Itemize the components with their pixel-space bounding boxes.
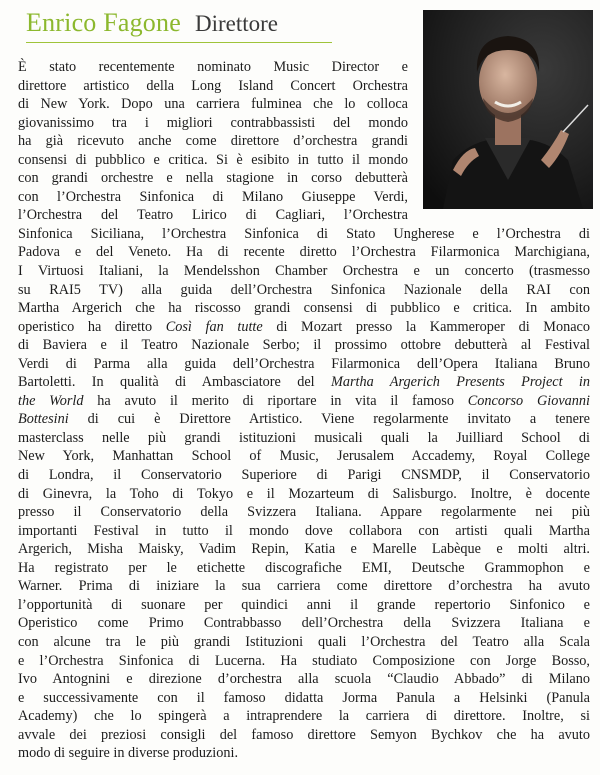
biography-text	[18, 58, 590, 763]
bio-line: l’opportunità di suonare per quindici anni il grande repertorio Sinfonico e	[18, 596, 590, 613]
opera-title: Così fan tutte	[165, 318, 263, 335]
competition-title: Concorso Giovanni	[467, 392, 590, 409]
person-name: Enrico Fagone	[26, 8, 181, 37]
bio-line	[18, 392, 590, 411]
bio-line	[18, 318, 590, 337]
bio-line: di New York. Dopo una carriera fulminea che lo colloca	[18, 96, 408, 113]
competition-title-cont: Bottesini	[18, 411, 69, 428]
bio-line: Argerich, Misha Maisky, Vadim Repin, Katia e Marelle Labèque e molti altri.	[18, 541, 590, 558]
bio-line: con l’Orchestra Sinfonica di Milano Giuseppe Verdi,	[18, 188, 408, 205]
bio-line: giovanissimo tra i migliori contrabbassisti del mondo	[18, 114, 408, 131]
bio-line: Academy) che lo spingerà a intraprendere la carriera di direttore. Inoltre, si	[18, 708, 590, 725]
bio-line: Operistico come Primo Contrabbasso dell’Orchestra della Svizzera Italiana e	[18, 615, 590, 632]
page-header	[26, 8, 332, 43]
bio-line: e l’Orchestra Sinfonica di Lucerna. Ha studiato Composizione con Jorge Bosso,	[18, 652, 590, 669]
bio-line: presso il Conservatorio della Svizzera Italiana. Appare regolarmente nei più	[18, 504, 590, 521]
bio-line: con alcune tra le più grandi Istituzioni quali l’Orchestra del Teatro alla Scala	[18, 633, 590, 650]
bio-line: ha già ricevuto anche come direttore d’orchestra grandi	[18, 133, 408, 150]
bio-line: su RAI5 TV) alla guida dell’Orchestra Sinfonica Nazionale della RAI con	[18, 281, 590, 298]
bio-line: Ivo Antognini e direzione d’orchestra alla scuola “Claudio Abbado” di Milano	[18, 671, 590, 688]
bio-text: ha avuto il merito di riportare in vita il famoso	[83, 392, 468, 409]
bio-line: Padova e del Veneto. Ha di recente diretto l’Orchestra Filarmonica Marchigiana,	[18, 244, 590, 261]
bio-line: masterclass nelle più grandi istituzioni musicali quali la Juilliard School di	[18, 429, 590, 446]
bio-line: Martha Argerich che ha riscosso grandi consensi di pubblico e critica. In ambito	[18, 300, 590, 317]
bio-line: di Londra, il Conservatorio Superiore di Parigi CNSMDP, il Conservatorio	[18, 467, 590, 484]
bio-line: modo di seguire in diverse produzioni.	[18, 745, 239, 762]
bio-line: consensi di pubblico e critica. Si è esibito in tutto il mondo	[18, 151, 408, 168]
bio-text: Bartoletti. In qualità di Ambasciatore del	[18, 374, 331, 391]
bio-line: direttore artistico della Long Island Concert Orchestra	[18, 77, 408, 94]
bio-line: di Ginevra, la Toho di Tokyo e il Mozarteum di Salisburgo. Inoltre, è docente	[18, 485, 590, 502]
bio-line: e successivamente con il famoso didatta Jorma Panula a Helsinki (Panula	[18, 689, 590, 706]
project-title: Martha Argerich Presents Project in	[330, 374, 590, 391]
bio-line: l’Orchestra del Teatro Lirico di Cagliari, l’Orchestra	[18, 207, 408, 224]
bio-line: Ha registrato per le etichette discografiche EMI, Deutsche Grammophon e	[18, 559, 590, 576]
bio-line: importanti Festival in tutto il mondo dove collabora con artisti quali Martha	[18, 522, 590, 539]
bio-line: I Virtuosi Italiani, la Mendelsshon Chamber Orchestra e un concerto (trasmesso	[18, 263, 590, 280]
bio-line: avvale dei preziosi consigli del famoso direttore Semyon Bychkov che ha avuto	[18, 726, 590, 743]
bio-line: di Baviera e il Teatro Nazionale Serbo; il prossimo ottobre debutterà al Festival	[18, 337, 590, 354]
bio-line	[18, 410, 590, 429]
bio-line: New York, Manhattan School of Music, Jerusalem Accademy, Royal College	[18, 448, 590, 465]
bio-text: operistico ha diretto	[18, 318, 166, 335]
person-role: Direttore	[194, 11, 278, 36]
bio-line: con grandi orchestre e nella stagione in corso debutterà	[18, 170, 408, 187]
bio-line: Warner. Prima di iniziare la sua carriera come direttore d’orchestra ha avuto	[18, 578, 590, 595]
bio-line	[18, 373, 590, 392]
bio-text: di cui è Direttore Artistico. Viene regolarmente invitato a tenere	[68, 411, 590, 428]
bio-text: di Mozart presso la Kammeroper di Monaco	[262, 318, 590, 335]
bio-line: Sinfonica Siciliana, l’Orchestra Sinfonica di Stato Ungherese e l’Orchestra di	[18, 225, 590, 242]
project-title-cont: the World	[18, 392, 84, 409]
bio-line: Verdi di Parma alla guida dell’Orchestra Filarmonica dell’Opera Italiana Bruno	[18, 355, 590, 372]
bio-line: È stato recentemente nominato Music Director e	[18, 59, 408, 75]
